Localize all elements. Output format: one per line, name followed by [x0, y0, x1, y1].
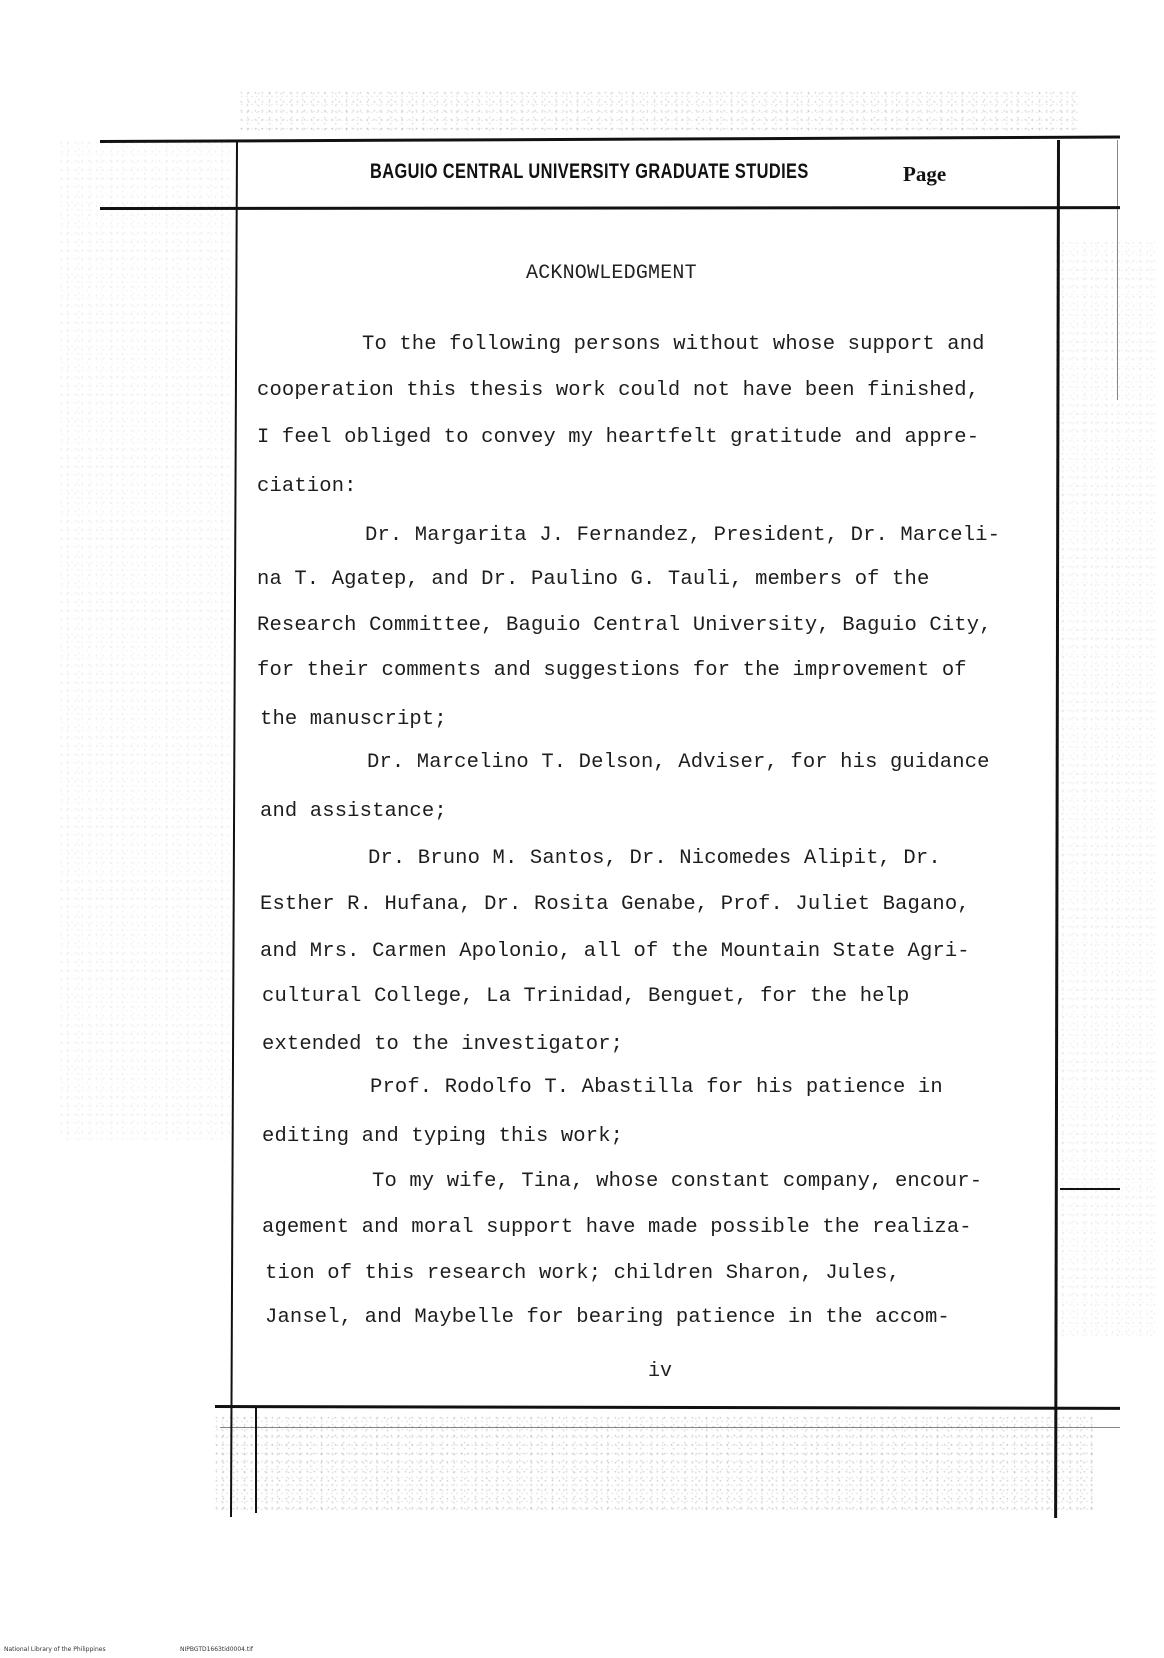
header-top-rule — [100, 136, 1120, 143]
text-line: Esther R. Hufana, Dr. Rosita Genabe, Prof. Juliet Bagano, — [260, 893, 970, 916]
text-line: for their comments and suggestions for the improvement of — [257, 659, 967, 682]
text-line: Dr. Marcelino T. Delson, Adviser, for his guidance — [367, 751, 990, 774]
text-line: ciation: — [257, 475, 357, 498]
scan-noise-top — [240, 90, 1080, 135]
footer-rule — [215, 1405, 1120, 1410]
library-credit: National Library of the Philippines — [4, 1646, 106, 1653]
file-id: NIPBGTD1663tid0004.tif — [180, 1646, 254, 1653]
text-line: Prof. Rodolfo T. Abastilla for his patience in — [370, 1076, 943, 1099]
text-line: the manuscript; — [260, 708, 447, 731]
footer-rule-2 — [220, 1427, 1120, 1428]
left-margin-rule — [230, 142, 238, 1517]
text-line: editing and typing this work; — [262, 1125, 624, 1148]
text-line: To my wife, Tina, whose constant company, encour- — [372, 1170, 983, 1193]
header-bottom-rule — [100, 206, 1120, 210]
text-line: Research Committee, Baguio Central University, Baguio City, — [257, 614, 992, 637]
text-line: cooperation this thesis work could not have been finished, — [257, 379, 980, 402]
document-heading: ACKNOWLEDGMENT — [526, 262, 697, 285]
text-line: extended to the investigator; — [262, 1033, 624, 1056]
text-line: tion of this research work; children Sharon, Jules, — [265, 1262, 901, 1285]
text-line: To the following persons without whose support and — [362, 333, 985, 356]
text-line: cultural College, La Trinidad, Benguet, for the help — [262, 985, 910, 1008]
page-label: Page — [903, 162, 947, 186]
text-line: and assistance; — [260, 800, 447, 823]
right-tick-rule — [1060, 1188, 1120, 1190]
text-line: Jansel, and Maybelle for bearing patience in the accom- — [265, 1306, 950, 1329]
text-line: na T. Agatep, and Dr. Paulino G. Tauli, members of the — [257, 568, 930, 591]
text-line: and Mrs. Carmen Apolonio, all of the Mountain State Agri- — [260, 940, 970, 963]
text-line: Dr. Margarita J. Fernandez, President, Dr. Marceli- — [365, 524, 1001, 547]
scan-noise-bottom — [215, 1415, 1095, 1510]
scan-noise-right — [1055, 240, 1155, 1340]
university-header: BAGUIO CENTRAL UNIVERSITY GRADUATE STUDIES — [370, 160, 809, 183]
right-outer-rule — [1117, 140, 1118, 400]
text-line: Dr. Bruno M. Santos, Dr. Nicomedes Alipit, Dr. — [368, 847, 941, 870]
scan-noise-left — [60, 140, 230, 1140]
page-number: iv — [648, 1360, 673, 1383]
text-line: I feel obliged to convey my heartfelt gratitude and appre- — [257, 426, 980, 449]
text-line: agement and moral support have made possible the realiza- — [262, 1216, 972, 1239]
footer-left-tick — [255, 1408, 257, 1513]
